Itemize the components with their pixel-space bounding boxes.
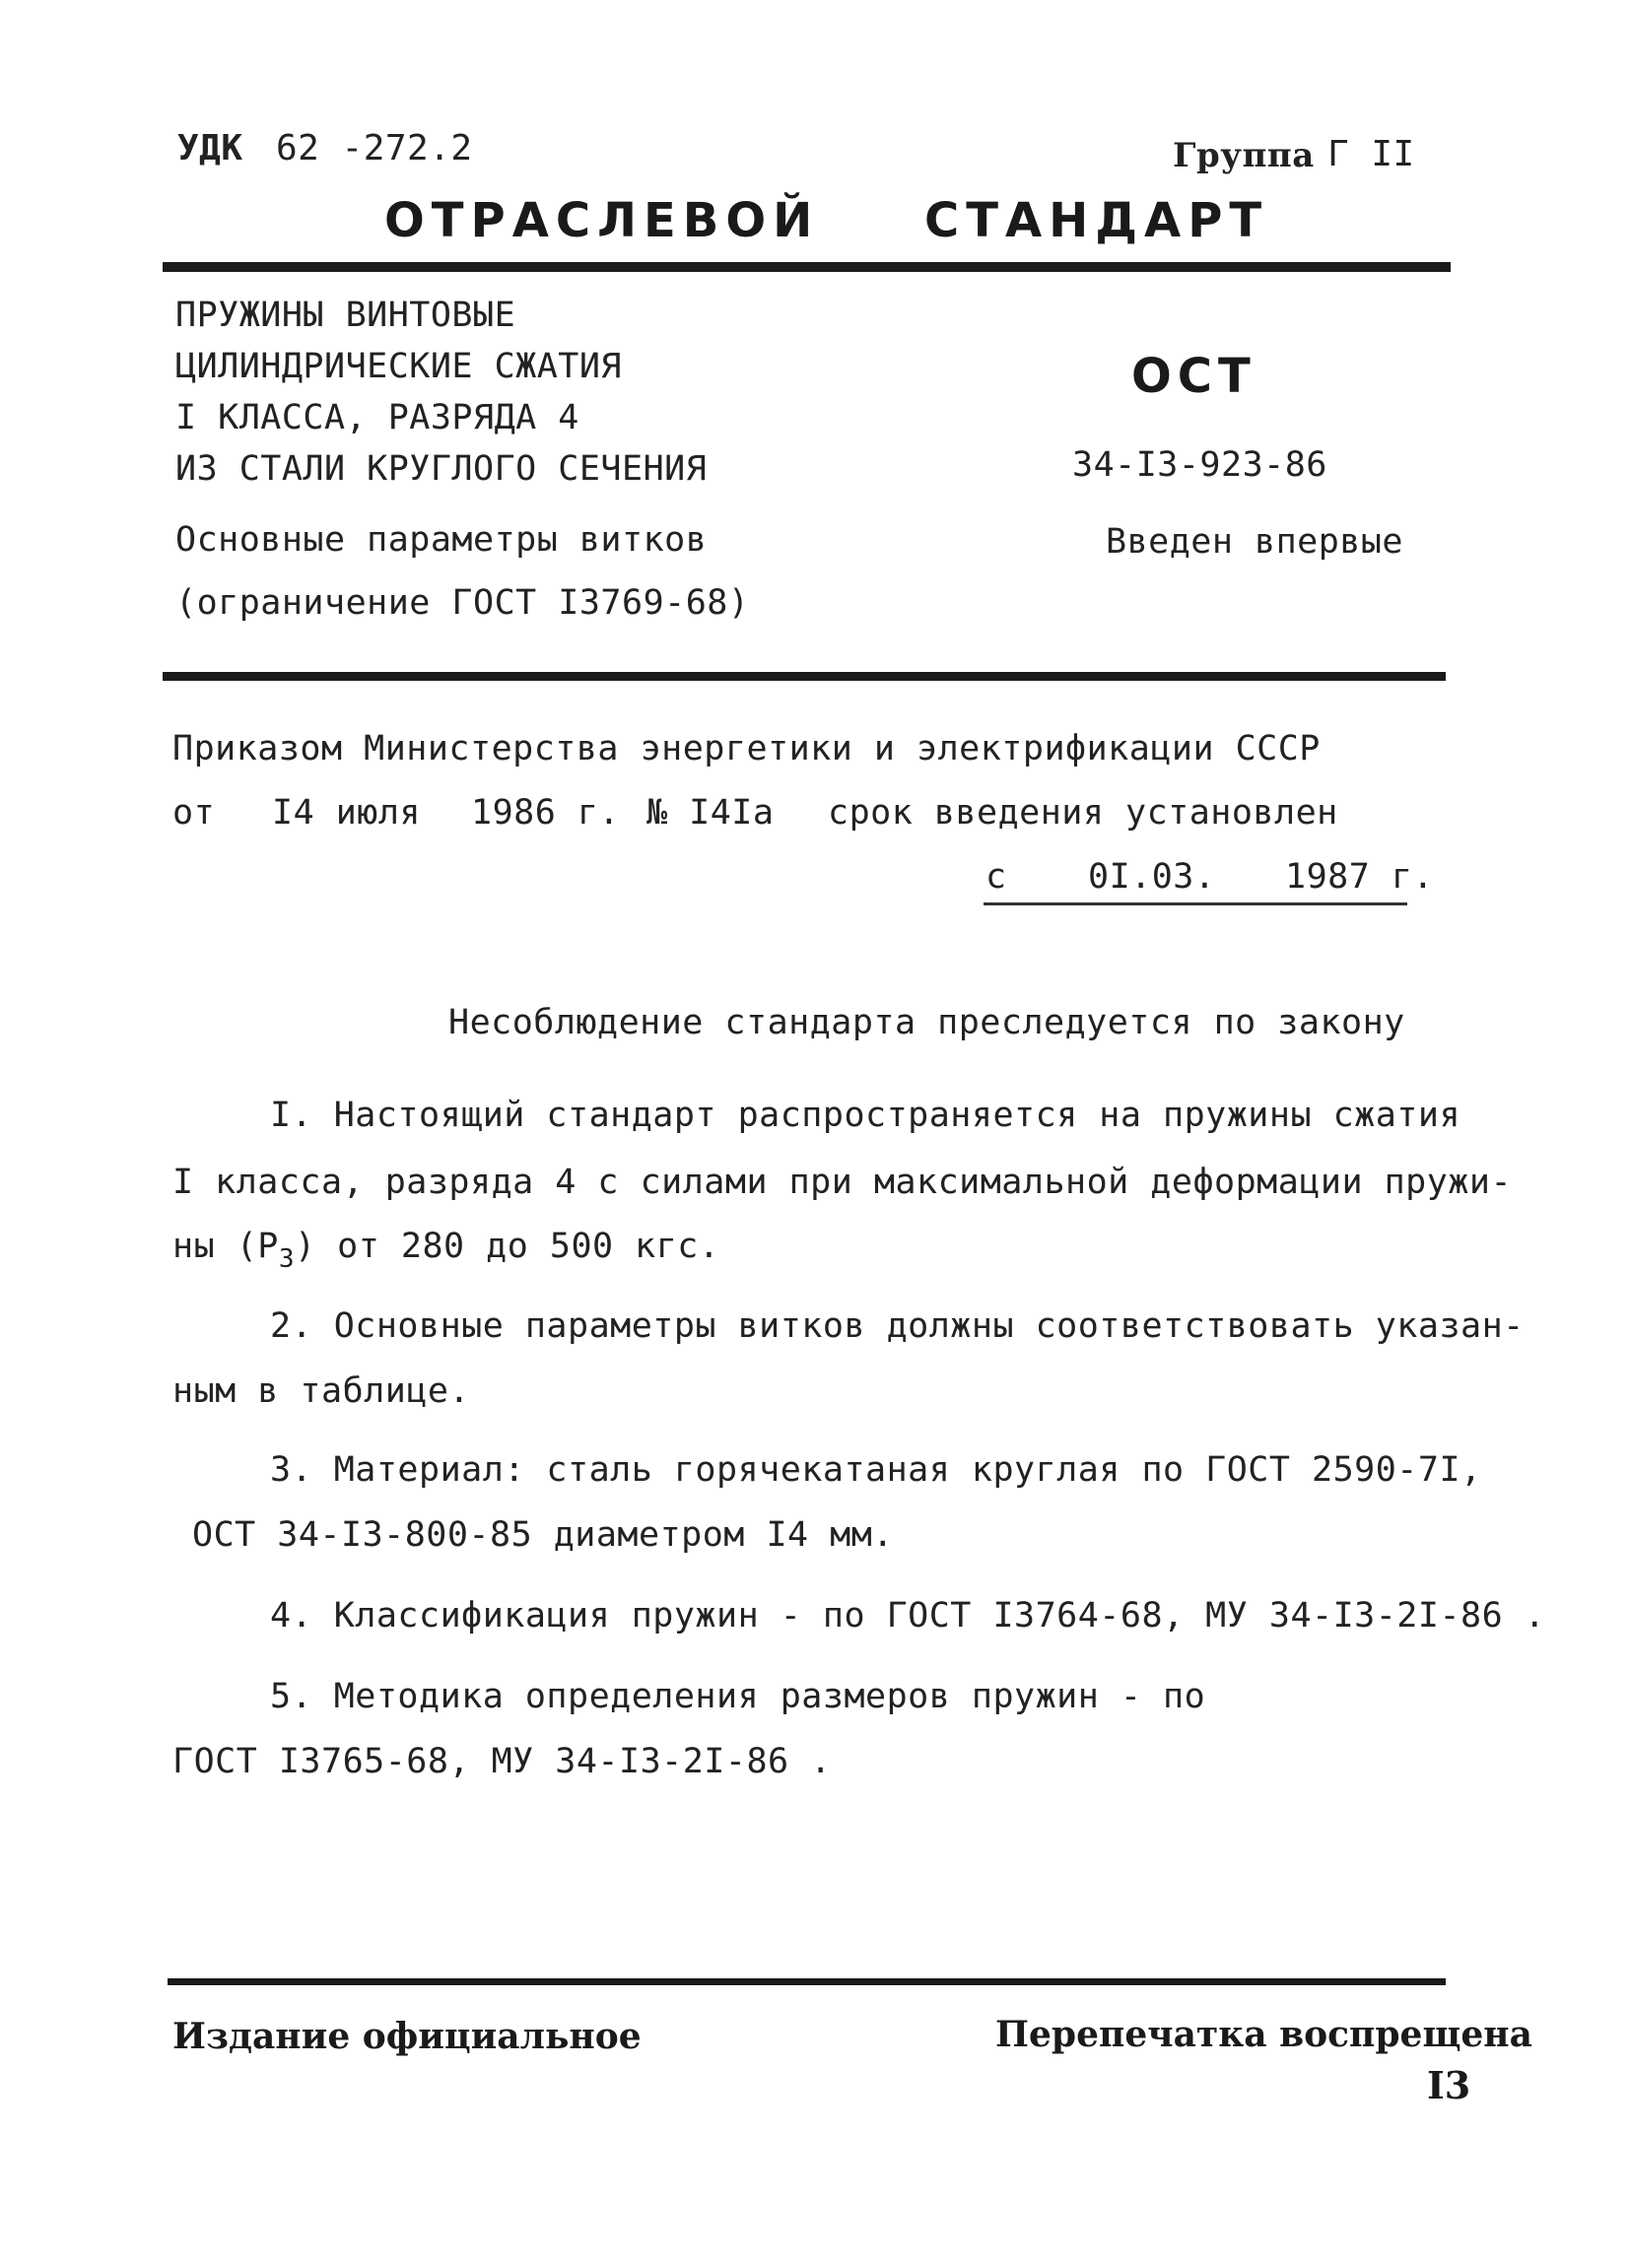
clause-5-line-2: ГОСТ I3765-68, МУ 34-I3-2I-86 .: [172, 1742, 832, 1781]
banner-left: ОТРАСЛЕВОЙ: [384, 193, 820, 248]
ost-label: ОСТ: [1131, 349, 1256, 404]
clause-1-line-1: I. Настоящий стандарт распространяется на пружины сжатия: [270, 1096, 1461, 1135]
order-effective-date: 0I.03.: [1088, 857, 1216, 897]
order-effective-year: 1987 г.: [1285, 857, 1435, 897]
law-warning: Несоблюдение стандарта преследуется по закону: [448, 1003, 1405, 1042]
banner-right: СТАНДАРТ: [924, 193, 1269, 248]
title-line-3: I КЛАССА, РАЗРЯДА 4: [175, 398, 579, 437]
clause-5-line-1: 5. Методика определения размеров пружин - по: [270, 1677, 1206, 1716]
effective-date-underline: [984, 902, 1407, 905]
title-line-4: ИЗ СТАЛИ КРУГЛОГО СЕЧЕНИЯ: [175, 449, 708, 489]
title-rule: [163, 672, 1446, 681]
udk-label: УДК: [177, 128, 243, 168]
force-subscript: 3: [278, 1244, 296, 1274]
order-number: № I4Iа: [646, 793, 775, 833]
subtitle-restriction: (ограничение ГОСТ I3769-68): [175, 583, 750, 623]
order-year: 1986 г.: [471, 793, 621, 833]
group-value: Г II: [1327, 134, 1415, 174]
order-since: с: [985, 857, 1007, 897]
official-edition: Издание официальное: [172, 2016, 642, 2057]
clause-4-line-1: 4. Классификация пружин - по ГОСТ I3764-68, МУ 34-I3-2I-86 .: [270, 1596, 1546, 1635]
clause-1-line-2: I класса, разряда 4 с силами при максимальной деформации пружи-: [172, 1163, 1513, 1202]
clause-1-line-3: [172, 1227, 720, 1274]
clause-2-line-2: ным в таблице.: [172, 1371, 471, 1411]
clause-3-line-2: ОСТ 34-I3-800-85 диаметром I4 мм.: [192, 1515, 894, 1555]
group-label: Группа: [1173, 136, 1315, 175]
clause-1-line-3-start: ны (Р: [172, 1227, 279, 1266]
footer-rule: [168, 1978, 1446, 1985]
order-line-1: Приказом Министерства энергетики и электрификации СССР: [172, 729, 1321, 768]
header-rule: [163, 262, 1451, 272]
subtitle-params: Основные параметры витков: [175, 520, 708, 560]
title-line-2: ЦИЛИНДРИЧЕСКИЕ СЖАТИЯ: [175, 347, 623, 386]
order-from: от: [172, 793, 216, 833]
udk-value: 62 -272.2: [276, 128, 473, 168]
reprint-prohibited: Перепечатка воспрещена: [995, 2014, 1532, 2055]
clause-2-line-1: 2. Основные параметры витков должны соответствовать указан-: [270, 1306, 1525, 1346]
clause-1-line-3-end: ) от 280 до 500 кгс.: [295, 1227, 720, 1266]
ost-number: 34-I3-923-86: [1072, 445, 1327, 485]
title-line-1: ПРУЖИНЫ ВИНТОВЫЕ: [175, 296, 516, 335]
order-term: срок введения установлен: [828, 793, 1338, 833]
order-day: I4 июля: [272, 793, 422, 833]
page-number: I3: [1427, 2063, 1471, 2107]
clause-3-line-1: 3. Материал: сталь горячекатаная круглая по ГОСТ 2590-7I,: [270, 1450, 1482, 1490]
introduced-note: Введен впервые: [1106, 522, 1404, 562]
